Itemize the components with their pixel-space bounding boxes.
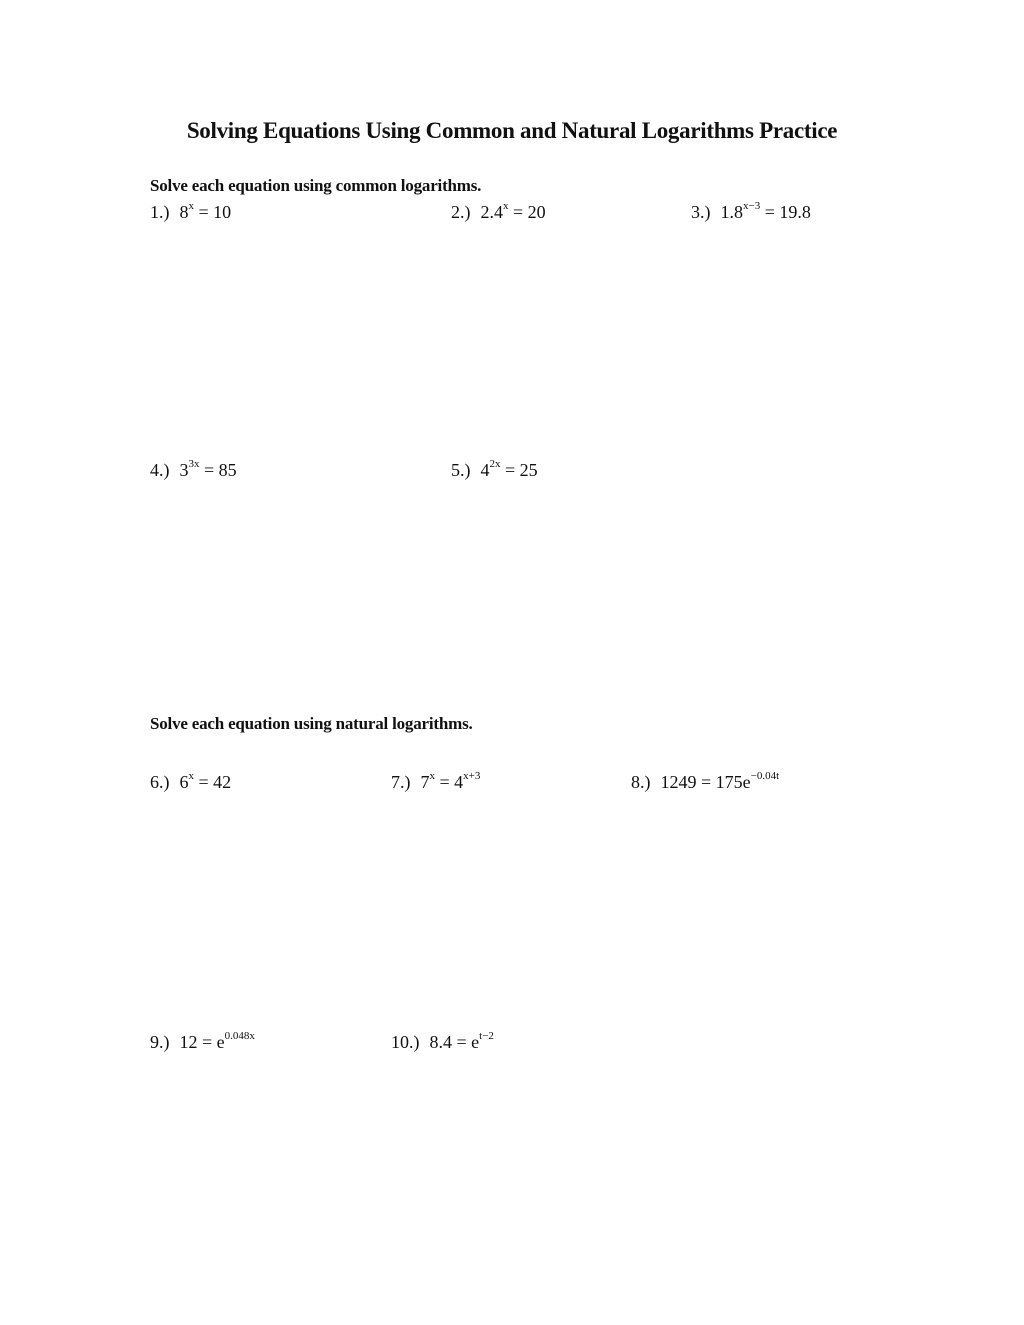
problem-number: 1.) [150, 202, 170, 222]
equation-rhs: = 42 [194, 772, 232, 792]
problem-number: 7.) [391, 772, 411, 792]
equation-base: 7 [420, 772, 430, 792]
equation-exponent: x [429, 770, 435, 782]
equation-exponent: t−2 [479, 1030, 494, 1042]
page-title: Solving Equations Using Common and Natural Logarithms Practice [186, 118, 838, 143]
equation-base: 3 [179, 460, 189, 480]
problem-1 [150, 202, 231, 223]
equation-base: 1249 = 175e [660, 772, 751, 792]
section-instruction-common: Solve each equation using common logarithms. [150, 176, 482, 195]
equation-base: 12 = e [179, 1032, 225, 1052]
problem-number: 9.) [150, 1032, 170, 1052]
problem-3 [691, 202, 811, 223]
equation-exponent: x [503, 200, 509, 212]
problem-8 [631, 772, 779, 793]
equation-rhs: = 19.8 [760, 202, 811, 222]
equation-rhs: = 20 [508, 202, 546, 222]
equation-rhs: = 85 [199, 460, 237, 480]
equation-base: 8.4 = e [429, 1032, 480, 1052]
problem-number: 5.) [451, 460, 471, 480]
equation-rhs: = 4 [435, 772, 464, 792]
equation-exponent-rhs: x+3 [463, 770, 481, 782]
equation-exponent: x [188, 770, 194, 782]
equation-base: 8 [179, 202, 189, 222]
equation-exponent: x−3 [743, 200, 761, 212]
equation-base: 1.8 [720, 202, 743, 222]
equation-base: 4 [480, 460, 490, 480]
equation-exponent: −0.04t [750, 770, 780, 782]
equation-base: 6 [179, 772, 189, 792]
problem-6 [150, 772, 231, 793]
section-instruction-natural: Solve each equation using natural logarithms. [150, 714, 473, 733]
problem-number: 8.) [631, 772, 651, 792]
problem-4 [150, 460, 237, 481]
equation-rhs: = 10 [194, 202, 232, 222]
equation-base: 2.4 [480, 202, 503, 222]
problem-number: 2.) [451, 202, 471, 222]
problem-number: 6.) [150, 772, 170, 792]
equation-exponent: 2x [489, 458, 501, 470]
equation-rhs: = 25 [500, 460, 538, 480]
problem-number: 3.) [691, 202, 711, 222]
problem-2 [451, 202, 546, 223]
equation-exponent: 3x [188, 458, 200, 470]
problem-5 [451, 460, 538, 481]
problem-number: 4.) [150, 460, 170, 480]
problem-10 [391, 1032, 494, 1053]
problem-number: 10.) [391, 1032, 420, 1052]
problem-7 [391, 772, 480, 793]
problem-9 [150, 1032, 255, 1053]
equation-exponent: 0.048x [224, 1030, 255, 1042]
equation-exponent: x [188, 200, 194, 212]
